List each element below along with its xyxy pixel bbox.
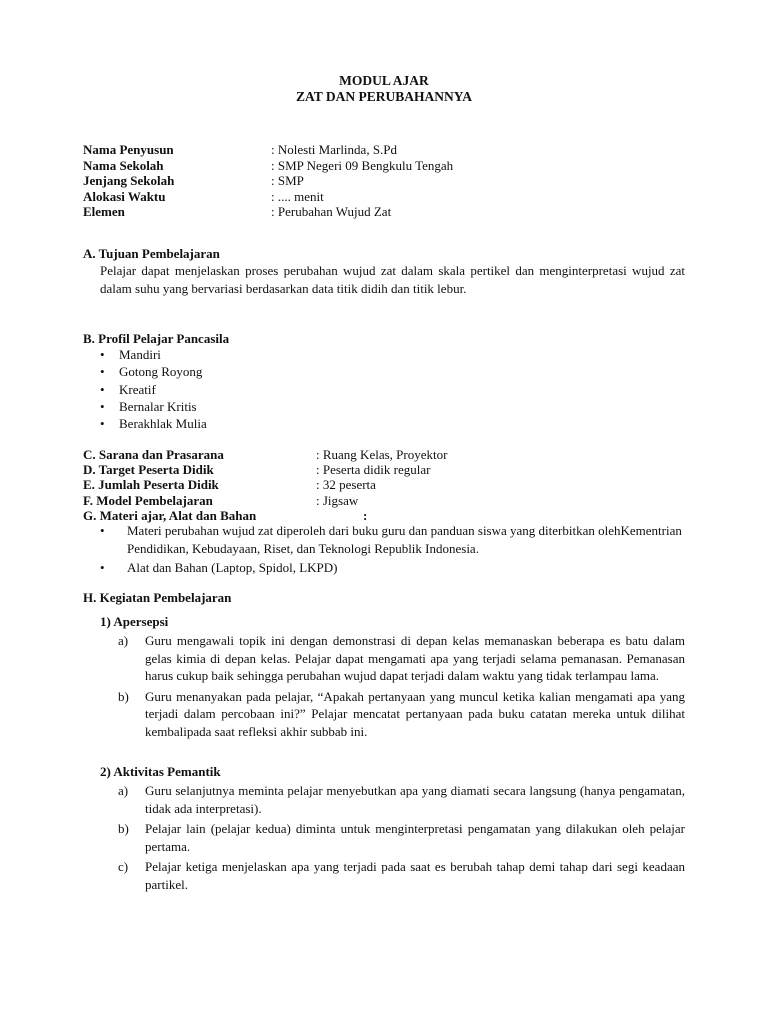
item-marker: a) bbox=[118, 633, 129, 648]
meta-value: : Perubahan Wujud Zat bbox=[271, 204, 392, 219]
item-marker: b) bbox=[118, 821, 129, 836]
list-item bbox=[118, 632, 685, 685]
section-b-heading: B. Profil Pelajar Pancasila bbox=[83, 331, 230, 346]
subsection-apersepsi-title: 1) Apersepsi bbox=[100, 614, 169, 629]
meta-label: Elemen bbox=[83, 204, 125, 219]
list-item: • Materi perubahan wujud zat diperoleh dari buku guru dan panduan siswa yang diterbitkan olehKementrian Pendidikan, Kebudayaan, Riset, dan Teknologi Republik Indonesia. bbox=[100, 522, 685, 557]
item-text: Guru menanyakan pada pelajar, “Apakah pertanyaan yang muncul ketika kalian mengamati apa yang terjadi dalam percobaan ini?” Pelajar mencatat pertanyaan pada buku catatan mereka untuk dilihat kembalipada saat refleksi akhir subbab ini. bbox=[145, 688, 685, 739]
meta-value: : SMP bbox=[271, 173, 304, 188]
item-marker: b) bbox=[118, 688, 129, 704]
info-label: E. Jumlah Peserta Didik bbox=[83, 477, 219, 493]
meta-label: Nama Sekolah bbox=[83, 157, 164, 173]
info-label: F. Model Pembelajaran bbox=[83, 492, 213, 508]
info-value: : Ruang Kelas, Proyektor bbox=[316, 447, 448, 462]
section-g-heading: G. Materi ajar, Alat dan Bahan bbox=[83, 507, 257, 523]
list-item: • Alat dan Bahan (Laptop, Spidol, LKPD) bbox=[100, 559, 685, 577]
apersepsi-list bbox=[118, 632, 685, 743]
section-h-heading: H. Kegiatan Pembelajaran bbox=[83, 590, 232, 605]
meta-label: Alokasi Waktu bbox=[83, 188, 166, 204]
info-value: : Peserta didik regular bbox=[316, 462, 431, 478]
list-item: • Bernalar Kritis bbox=[100, 398, 207, 415]
meta-value: : .... menit bbox=[271, 188, 324, 204]
list-item: • Mandiri bbox=[100, 346, 207, 363]
meta-label: Nama Penyusun bbox=[83, 142, 174, 157]
item-marker: a) bbox=[118, 783, 129, 798]
meta-value: : Nolesti Marlinda, S.Pd bbox=[271, 142, 398, 157]
meta-value: : SMP Negeri 09 Bengkulu Tengah bbox=[271, 157, 454, 173]
pemantik-list bbox=[118, 782, 685, 896]
list-item: • Kreatif bbox=[100, 381, 207, 398]
subsection-pemantik-title: 2) Aktivitas Pemantik bbox=[100, 764, 221, 779]
info-value: : Jigsaw bbox=[316, 492, 359, 508]
document-subtitle: ZAT DAN PERUBAHANNYA bbox=[295, 89, 473, 104]
list-item bbox=[118, 820, 685, 855]
item-text: Guru mengawali topik ini dengan demonstrasi di depan kelas memanaskan beberapa es batu dalam gelas kimia di depan kelas. Pelajar dapat mengamati apa yang terjadi selama pemanasan. Pemanasan harus cukup baik sehingga perubahan wujud dapat terjadi dalam waktu yang tidak terlampau lama. bbox=[145, 633, 685, 683]
item-text: Guru selanjutnya meminta pelajar menyebutkan apa yang diamati secara langsung (hanya pengamatan, tidak ada interpretasi). bbox=[145, 783, 685, 816]
meta-label: Jenjang Sekolah bbox=[83, 173, 175, 188]
section-a-text: Pelajar dapat menjelaskan proses perubahan wujud zat dalam skala pertikel dan menginterpretasi wujud zat dalam suhu yang bervariasi berdasarkan data titik didih dan titik lebur. bbox=[100, 263, 685, 296]
materials-list bbox=[100, 522, 685, 579]
section-a-heading: A. Tujuan Pembelajaran bbox=[83, 246, 220, 261]
list-item bbox=[118, 688, 685, 741]
item-text: Pelajar ketiga menjelaskan apa yang terjadi pada saat es berubah tahap demi tahap dari segi keadaan partikel. bbox=[145, 859, 685, 892]
profile-list bbox=[100, 346, 207, 432]
list-item bbox=[118, 858, 685, 893]
info-value: : 32 peserta bbox=[316, 477, 376, 493]
list-item bbox=[118, 782, 685, 817]
document-title: MODUL AJAR bbox=[339, 73, 429, 88]
section-g-colon: : bbox=[363, 507, 368, 523]
item-text: Pelajar lain (pelajar kedua) diminta untuk menginterpretasi pengamatan yang dilakukan oleh pelajar pertama. bbox=[145, 821, 685, 854]
info-label: D. Target Peserta Didik bbox=[83, 462, 214, 478]
list-item: • Gotong Royong bbox=[100, 363, 207, 380]
list-item: • Berakhlak Mulia bbox=[100, 415, 207, 432]
item-marker: c) bbox=[118, 859, 129, 874]
info-label: C. Sarana dan Prasarana bbox=[83, 447, 224, 462]
